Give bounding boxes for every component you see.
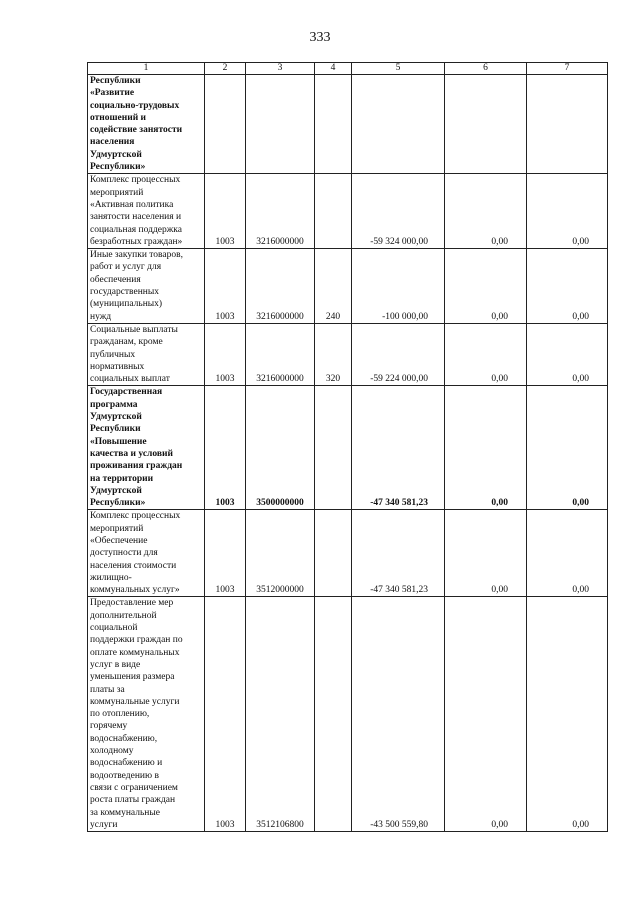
- page-number: 333: [309, 30, 331, 45]
- row-name-line: отношений и: [90, 112, 147, 123]
- row-name-cell: [88, 75, 205, 174]
- row-name-line: работ и услуг для: [90, 262, 162, 273]
- row-name-line: роста платы граждан: [90, 795, 176, 806]
- row-name-line: водоотведению в: [90, 770, 159, 781]
- amount-year3-cell: 0,00: [527, 174, 608, 249]
- table-row: [88, 510, 608, 597]
- section-code-cell: 1003: [205, 386, 246, 510]
- row-name-line: на территории: [90, 473, 154, 484]
- row-name-line: мероприятий: [90, 187, 144, 198]
- amount-year2-cell: 0,00: [445, 174, 527, 249]
- row-name-line: Комплекс процессных: [90, 175, 181, 186]
- row-name-line: публичных: [90, 349, 136, 360]
- target-article-cell: 3512000000: [246, 510, 315, 597]
- amount-year2-cell: 0,00: [445, 323, 527, 385]
- table-row: [88, 75, 608, 174]
- row-name-line: социально-трудовых: [90, 100, 180, 111]
- table-row: [88, 597, 608, 832]
- row-name-line: водоснабжению и: [90, 758, 163, 769]
- row-name-line: «Повышение: [90, 436, 147, 447]
- amount-cell: -43 500 559,80: [352, 597, 445, 832]
- row-name-line: Иные закупки товаров,: [90, 250, 183, 261]
- row-name-line: мероприятий: [90, 523, 144, 534]
- row-name-cell: [88, 597, 205, 832]
- row-name-line: Республики»: [90, 162, 146, 173]
- row-name-line: горячему: [90, 721, 128, 732]
- row-name-line: социальной: [90, 623, 138, 634]
- column-header: 6: [445, 63, 527, 75]
- amount-cell: -47 340 581,23: [352, 510, 445, 597]
- row-name-cell: [88, 249, 205, 324]
- target-article-cell: 3512106800: [246, 597, 315, 832]
- expense-type-cell: [315, 75, 352, 174]
- amount-year2-cell: 0,00: [445, 510, 527, 597]
- table-body: [88, 63, 608, 832]
- row-name-line: за коммунальные: [90, 807, 160, 818]
- amount-year2-cell: 0,00: [445, 386, 527, 510]
- amount-cell: -47 340 581,23: [352, 386, 445, 510]
- table-row: [88, 323, 608, 385]
- row-name-line: холодному: [90, 746, 134, 757]
- expense-type-cell: [315, 597, 352, 832]
- amount-year2-cell: 0,00: [445, 249, 527, 324]
- row-name-line: Государственная: [90, 387, 163, 398]
- row-name-line: обеспечения: [90, 274, 141, 285]
- amount-year3-cell: 0,00: [527, 249, 608, 324]
- row-name-line: уменьшения размера: [90, 672, 175, 683]
- row-name-line: дополнительной: [90, 610, 157, 621]
- row-name-line: (муниципальных): [90, 299, 163, 310]
- column-header: 3: [246, 63, 315, 75]
- row-name-line: населения: [90, 137, 135, 148]
- row-name-line: доступности для: [90, 548, 158, 559]
- row-name-line: гражданам, кроме: [90, 337, 163, 348]
- row-name-line: программа: [90, 399, 138, 410]
- row-name-line: нормативных: [90, 361, 145, 372]
- column-header: 7: [527, 63, 608, 75]
- row-name-line: Предоставление мер: [90, 598, 174, 609]
- amount-year3-cell: 0,00: [527, 597, 608, 832]
- row-name-line: Республики»: [90, 498, 146, 509]
- row-name-cell: [88, 174, 205, 249]
- amount-cell: -100 000,00: [352, 249, 445, 324]
- section-code-cell: 1003: [205, 174, 246, 249]
- amount-cell: [352, 75, 445, 174]
- row-name-line: социальная поддержка: [90, 224, 182, 235]
- amount-year3-cell: 0,00: [527, 510, 608, 597]
- row-name-cell: [88, 386, 205, 510]
- amount-year3-cell: 0,00: [527, 386, 608, 510]
- expense-type-cell: 240: [315, 249, 352, 324]
- row-name-cell: [88, 323, 205, 385]
- row-name-line: качества и условий: [90, 448, 173, 459]
- section-code-cell: 1003: [205, 249, 246, 324]
- header-row: [88, 63, 608, 75]
- amount-year3-cell: 0,00: [527, 323, 608, 385]
- row-name-line: содействие занятости: [90, 125, 183, 136]
- target-article-cell: 3500000000: [246, 386, 315, 510]
- row-name-line: «Развитие: [90, 88, 135, 99]
- target-article-cell: 3216000000: [246, 174, 315, 249]
- row-name-line: коммунальные услуги: [90, 696, 180, 707]
- expense-type-cell: [315, 174, 352, 249]
- row-name-line: Республики: [90, 424, 141, 435]
- section-code-cell: 1003: [205, 323, 246, 385]
- row-name-line: «Обеспечение: [90, 535, 148, 546]
- row-name-line: Комплекс процессных: [90, 511, 181, 522]
- amount-year2-cell: [445, 75, 527, 174]
- row-name-line: услуги: [90, 819, 118, 830]
- expense-type-cell: [315, 510, 352, 597]
- row-name-line: Удмуртской: [90, 412, 142, 423]
- target-article-cell: [246, 75, 315, 174]
- amount-year2-cell: 0,00: [445, 597, 527, 832]
- target-article-cell: 3216000000: [246, 249, 315, 324]
- row-name-line: Удмуртской: [90, 485, 142, 496]
- row-name-line: услуг в виде: [90, 659, 141, 670]
- table-row: [88, 174, 608, 249]
- row-name-line: «Активная политика: [90, 199, 174, 210]
- row-name-line: коммунальных услуг»: [90, 585, 180, 596]
- row-name-line: поддержки граждан по: [90, 635, 183, 646]
- row-name-line: Республики: [90, 76, 141, 86]
- expense-type-cell: [315, 386, 352, 510]
- row-name-line: безработных граждан»: [90, 236, 183, 247]
- column-header: 5: [352, 63, 445, 75]
- row-name-line: государственных: [90, 287, 160, 298]
- row-name-line: населения стоимости: [90, 560, 177, 571]
- row-name-line: Удмуртской: [90, 149, 142, 160]
- row-name-line: водоснабжению,: [90, 733, 158, 744]
- column-header: 4: [315, 63, 352, 75]
- amount-year3-cell: [527, 75, 608, 174]
- section-code-cell: 1003: [205, 597, 246, 832]
- column-header: 1: [88, 63, 205, 75]
- amount-cell: -59 224 000,00: [352, 323, 445, 385]
- row-name-line: по отоплению,: [90, 709, 150, 720]
- budget-table: [87, 62, 608, 832]
- amount-cell: -59 324 000,00: [352, 174, 445, 249]
- row-name-line: проживания граждан: [90, 461, 183, 472]
- section-code-cell: 1003: [205, 510, 246, 597]
- table-row: [88, 249, 608, 324]
- row-name-line: занятости населения и: [90, 212, 182, 223]
- row-name-line: оплате коммунальных: [90, 647, 180, 658]
- table-row: [88, 386, 608, 510]
- expense-type-cell: 320: [315, 323, 352, 385]
- column-header: 2: [205, 63, 246, 75]
- row-name-line: Социальные выплаты: [90, 324, 178, 335]
- row-name-cell: [88, 510, 205, 597]
- target-article-cell: 3216000000: [246, 323, 315, 385]
- section-code-cell: [205, 75, 246, 174]
- row-name-line: связи с ограничением: [90, 782, 178, 793]
- row-name-line: платы за: [90, 684, 125, 695]
- row-name-line: нужд: [90, 311, 112, 322]
- row-name-line: социальных выплат: [90, 374, 170, 385]
- row-name-line: жилищно-: [90, 572, 132, 583]
